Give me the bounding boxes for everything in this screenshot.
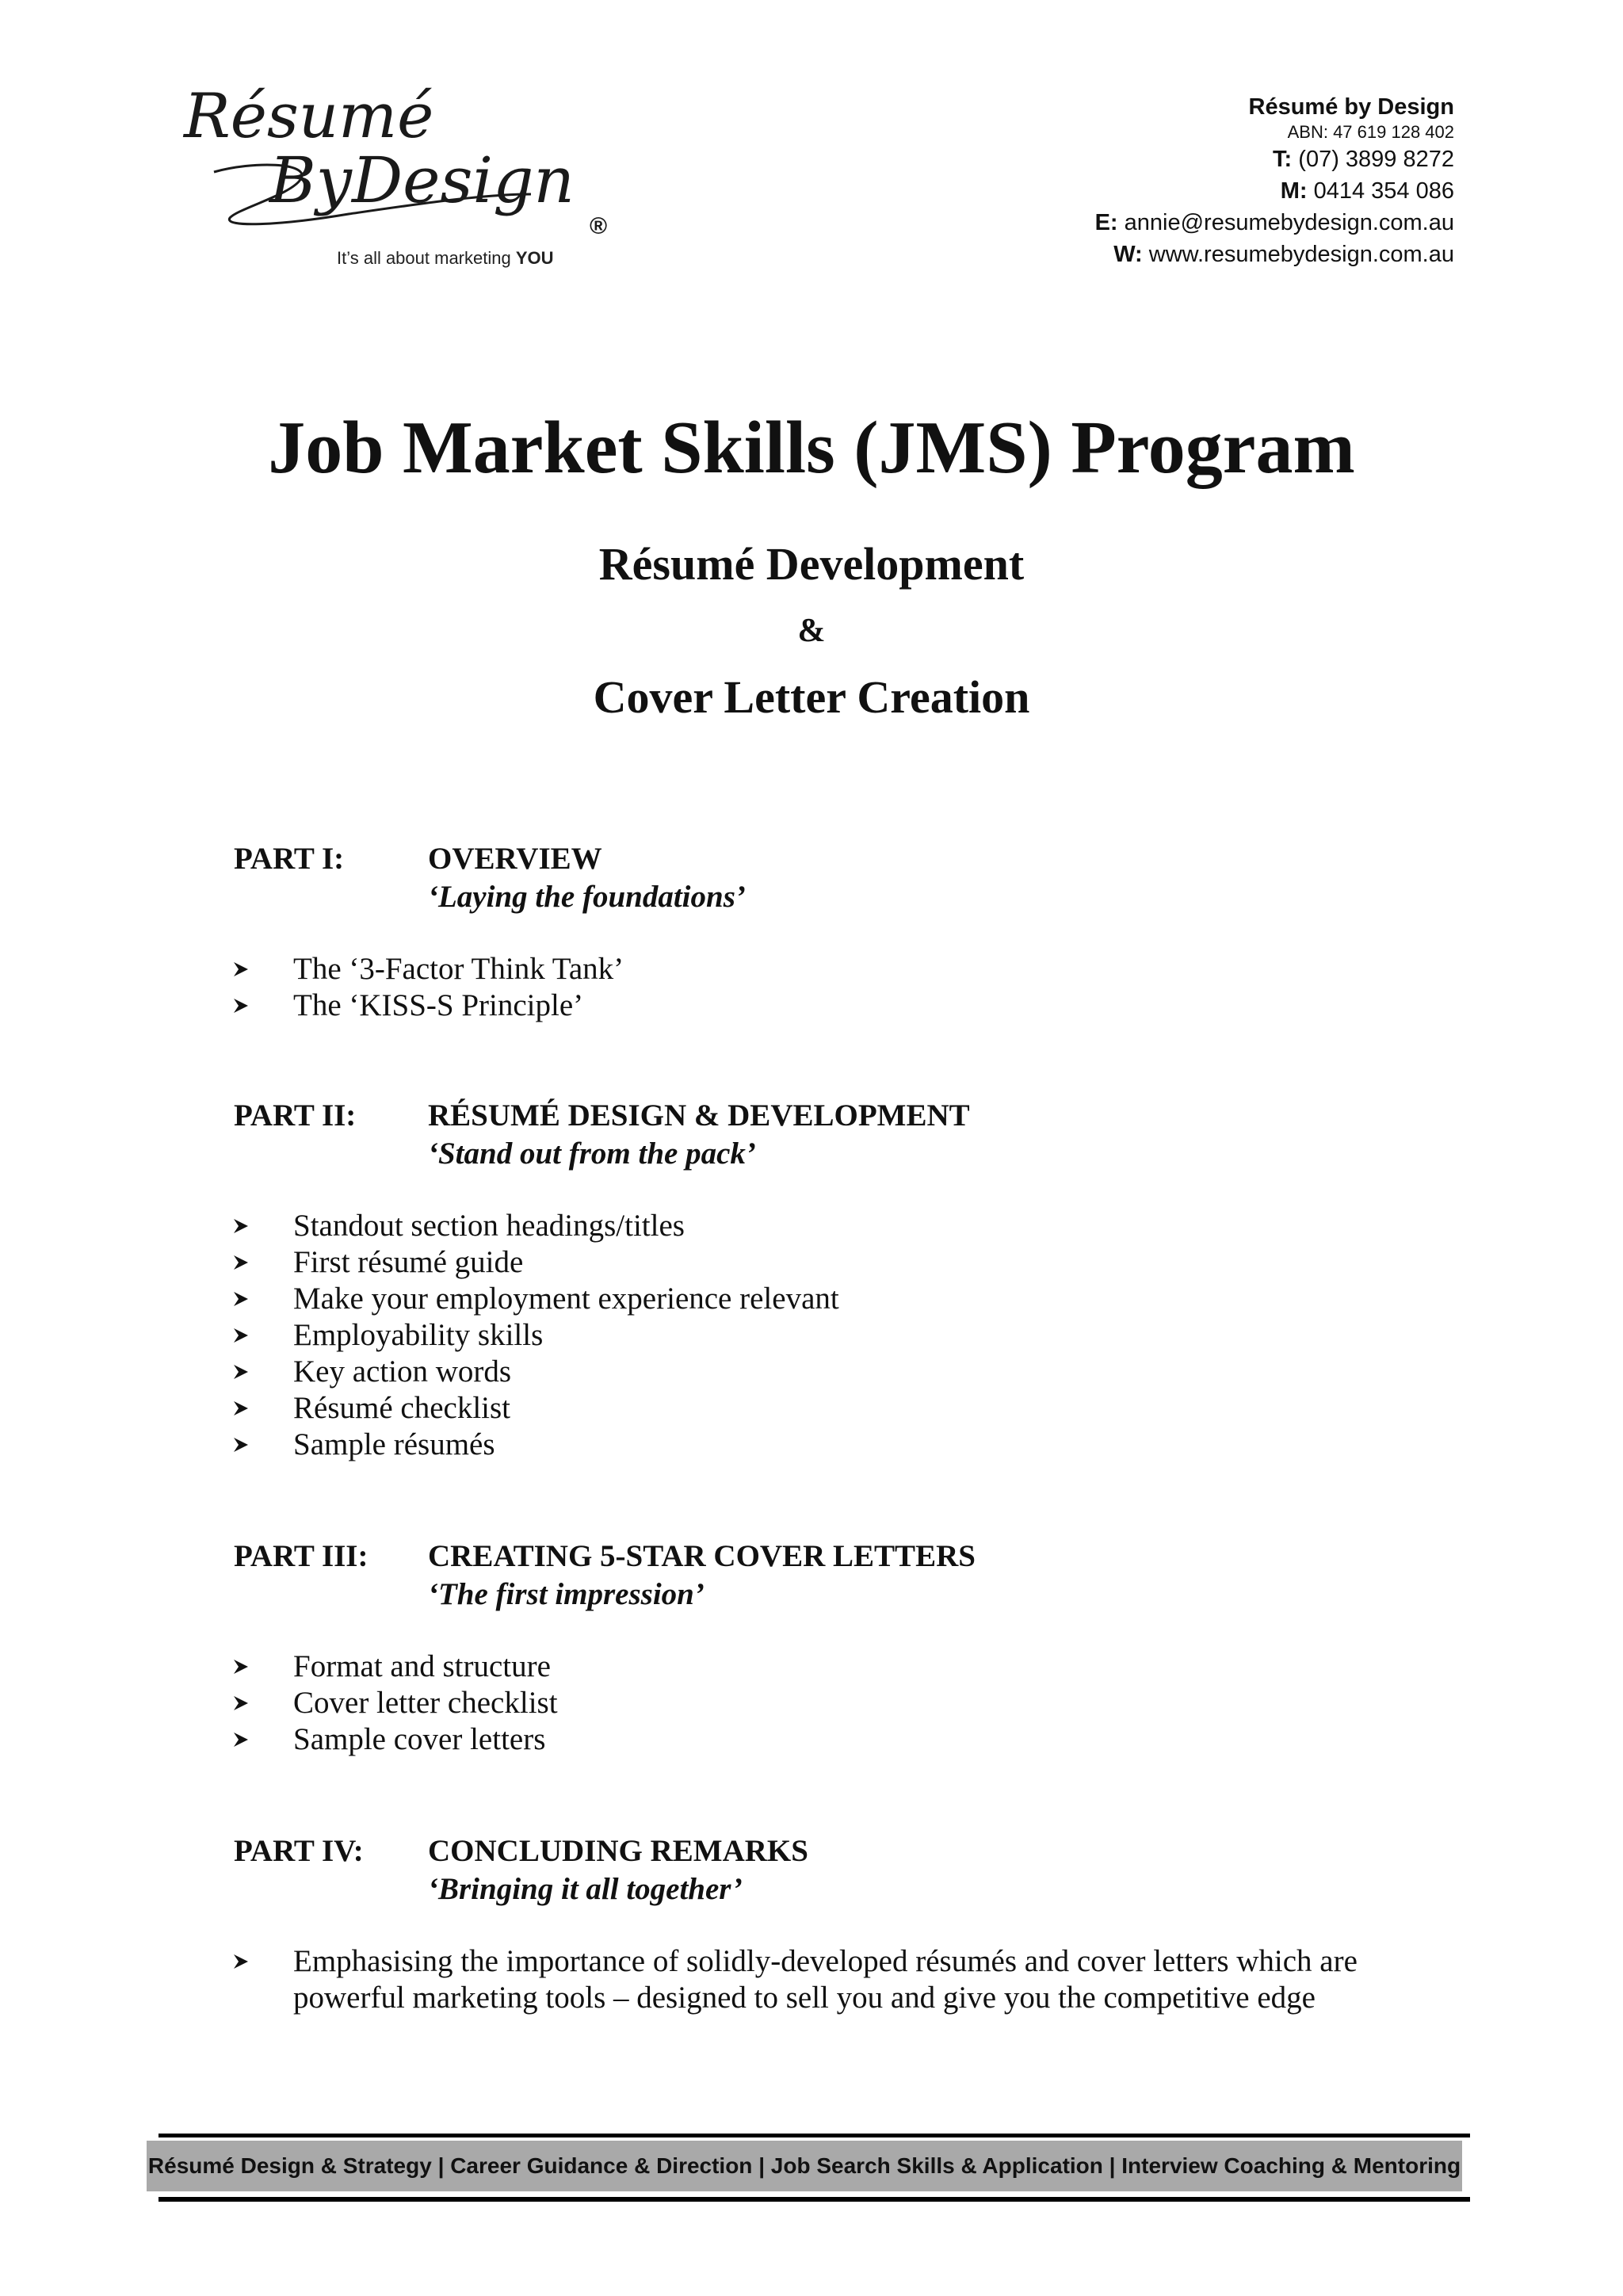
email-label: E: [1094,210,1118,235]
mobile-line [1095,175,1454,207]
part-subtitle: ‘Stand out from the pack’ [428,1137,756,1171]
subtitle-ampersand: & [797,613,826,649]
arrowhead-bullet-icon [234,1438,248,1452]
list-item-text: Résumé checklist [293,1391,511,1425]
part-label: PART I: [234,842,345,876]
part-title: CONCLUDING REMARKS [428,1834,808,1868]
mobile-value: 0414 354 086 [1313,178,1454,204]
footer-bottom-rule [158,2197,1470,2202]
arrowhead-bullet-icon [234,962,248,976]
web-line [1095,239,1454,270]
abn-number: ABN: 47 619 128 402 [1287,122,1454,142]
arrowhead-bullet-icon [234,1660,248,1674]
list-item-text: Sample cover letters [293,1722,546,1756]
arrowhead-bullet-icon [234,1401,248,1415]
web-label: W: [1113,242,1143,267]
arrowhead-bullet-icon [234,1733,248,1747]
phone-line [1095,143,1454,175]
list-item [234,1427,1458,1463]
list-item-text: First résumé guide [293,1245,524,1279]
part-subtitle: ‘Laying the foundations’ [428,880,746,914]
footer-top-rule [158,2134,1470,2137]
website-link[interactable]: www.resumebydesign.com.au [1148,242,1454,267]
footer [147,2134,1470,2203]
arrowhead-bullet-icon [234,1696,248,1710]
logo-tagline-emphasis: YOU [515,248,554,268]
part-title: RÉSUMÉ DESIGN & DEVELOPMENT [428,1098,970,1133]
list-item [234,988,1458,1024]
list-item [234,1208,1458,1244]
logo-wordmark-line1: Résumé [184,81,434,152]
list-item [234,1648,1458,1685]
part-heading [234,1097,1423,1175]
subtitle-resume-development: Résumé Development [598,538,1025,590]
list-item [234,1943,1458,2016]
list-item [234,1390,1458,1427]
logo-tagline-prefix: It’s all about marketing [337,248,516,268]
list-item [234,1721,1458,1758]
arrowhead-bullet-icon [234,1954,248,1969]
company-name: Résumé by Design [1248,94,1454,120]
email-line [1095,207,1454,239]
logo-wordmark-line2: ByDesign [269,143,575,217]
list-item-text: Sample résumés [293,1427,495,1461]
list-item [234,1244,1458,1281]
arrowhead-bullet-icon [234,1255,248,1270]
part-title: OVERVIEW [428,842,602,876]
part-1-section [234,840,1423,1022]
phone-label: T: [1273,147,1293,172]
list-item-text: Cover letter checklist [293,1686,558,1720]
arrowhead-bullet-icon [234,1219,248,1233]
logo-wordmark [182,75,626,258]
part-label: PART II: [234,1098,357,1133]
bullet-list [234,951,1458,1024]
list-item-text: The ‘3-Factor Think Tank’ [293,952,624,986]
list-item-text: Emphasising the importance of solidly-developed résumés and cover letters which are powerful marketing tools – designed to sell you and give you the competitive edge [293,1944,1358,2015]
arrowhead-bullet-icon [234,999,248,1013]
list-item-text: Employability skills [293,1318,544,1352]
mobile-label: M: [1280,178,1308,204]
arrowhead-bullet-icon [234,1365,248,1379]
list-item-text: Make your employment experience relevant [293,1282,839,1316]
brand-logo [182,75,626,281]
list-item-text: The ‘KISS-S Principle’ [293,988,584,1022]
part-4-section [234,1832,1423,2015]
part-title: CREATING 5-STAR COVER LETTERS [428,1539,976,1573]
part-heading [234,1832,1423,1910]
list-item-text: Format and structure [293,1649,551,1683]
logo-registered-mark: ® [590,213,608,239]
part-subtitle: ‘The first impression’ [428,1577,705,1611]
list-item [234,1354,1458,1390]
list-item [234,951,1458,988]
email-link[interactable]: annie@resumebydesign.com.au [1124,210,1454,235]
subtitle-cover-letter: Cover Letter Creation [593,671,1030,723]
list-item-text: Key action words [293,1354,512,1389]
list-item [234,1685,1458,1721]
bullet-list [234,1648,1458,1758]
part-subtitle: ‘Bringing it all together’ [428,1872,743,1906]
part-heading [234,1538,1423,1615]
list-item [234,1281,1458,1317]
part-label: PART IV: [234,1834,364,1868]
list-item [234,1317,1458,1354]
list-item-text: Standout section headings/titles [293,1209,685,1243]
logo-tagline [337,248,554,269]
contact-block [1095,93,1454,270]
part-heading [234,840,1423,918]
bullet-list [234,1943,1458,2016]
page-title: Job Market Skills (JMS) Program [268,407,1355,489]
footer-services-bar: Résumé Design & Strategy | Career Guidance & Direction | Job Search Skills & Application | Interview Coaching & Mentoring [147,2141,1462,2191]
part-3-section [234,1538,1423,1756]
arrowhead-bullet-icon [234,1292,248,1306]
bullet-list [234,1208,1458,1463]
phone-value: (07) 3899 8272 [1298,147,1454,172]
arrowhead-bullet-icon [234,1328,248,1343]
part-2-section [234,1097,1423,1461]
part-label: PART III: [234,1539,369,1573]
